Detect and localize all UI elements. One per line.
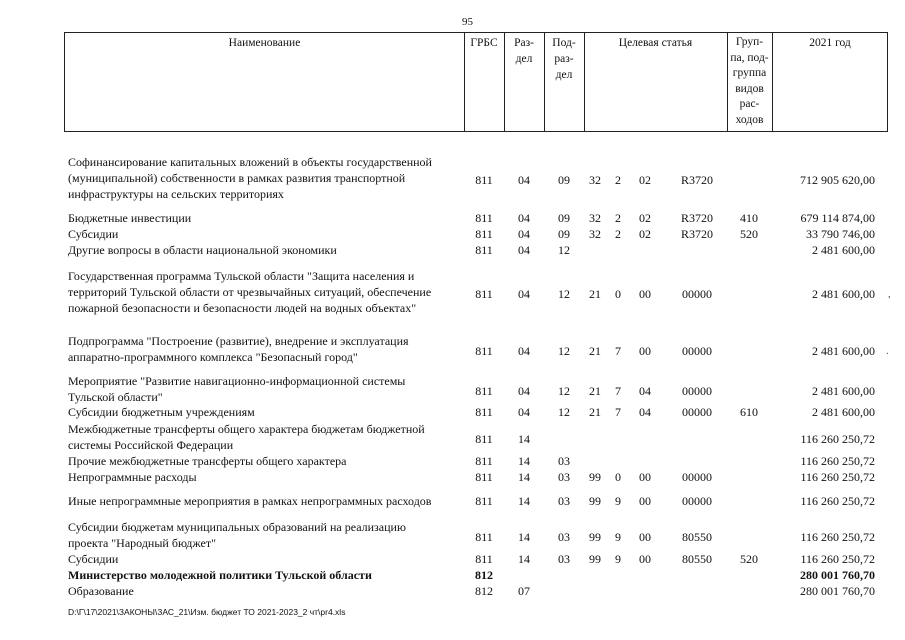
row-grbs: 811 bbox=[475, 287, 493, 301]
scan-mark: , bbox=[888, 288, 891, 300]
row-ts4: 80550 bbox=[682, 530, 712, 544]
row-razdel: 14 bbox=[518, 432, 530, 446]
row-amount: 712 905 620,00 bbox=[800, 173, 875, 187]
row-name: Субсидии bbox=[68, 227, 119, 241]
row-name: Прочие межбюджетные трансферты общего характера bbox=[68, 454, 347, 468]
row-razdel: 14 bbox=[518, 470, 530, 484]
row-grbs: 811 bbox=[475, 454, 493, 468]
header-year: 2021 год bbox=[809, 37, 851, 49]
row-ts4: 00000 bbox=[682, 384, 712, 398]
row-vr: 520 bbox=[740, 227, 758, 241]
row-grbs: 811 bbox=[475, 243, 493, 257]
row-ts4: 00000 bbox=[682, 470, 712, 484]
page-number: 95 bbox=[462, 16, 473, 28]
row-name: Бюджетные инвестиции bbox=[68, 211, 192, 225]
row-podrazdel: 09 bbox=[558, 227, 570, 241]
row-razdel: 04 bbox=[518, 243, 530, 257]
row-ts2: 9 bbox=[615, 530, 621, 544]
row-amount: 116 260 250,72 bbox=[800, 454, 875, 468]
row-ts3: 00 bbox=[639, 287, 651, 301]
row-ts1: 21 bbox=[589, 405, 601, 419]
scan-mark: . bbox=[886, 345, 889, 357]
row-razdel: 07 bbox=[518, 584, 530, 598]
row-name: Софинансирование капитальных вложений в объекты государственной (муниципальной) собственности в рамках развития транспортной инфраструктуры на сельских территориях bbox=[68, 155, 432, 201]
row-razdel: 14 bbox=[518, 454, 530, 468]
row-ts3: 00 bbox=[639, 530, 651, 544]
row-ts1: 32 bbox=[589, 211, 601, 225]
row-podrazdel: 03 bbox=[558, 552, 570, 566]
row-amount: 2 481 600,00 bbox=[812, 405, 875, 419]
row-ts2: 2 bbox=[615, 173, 621, 187]
row-podrazdel: 12 bbox=[558, 344, 570, 358]
row-podrazdel: 12 bbox=[558, 243, 570, 257]
row-ts3: 02 bbox=[639, 211, 651, 225]
row-amount: 2 481 600,00 bbox=[812, 384, 875, 398]
row-ts1: 21 bbox=[589, 344, 601, 358]
row-amount: 280 001 760,70 bbox=[800, 584, 875, 598]
row-podrazdel: 03 bbox=[558, 530, 570, 544]
row-ts1: 21 bbox=[589, 384, 601, 398]
row-razdel: 04 bbox=[518, 384, 530, 398]
row-name: Государственная программа Тульской области "Защита населения и территорий Тульской области от чрезвычайных ситуаций, обеспечение пожарной безопасности и безопасности людей на водных объектах" bbox=[68, 269, 432, 315]
row-ts3: 00 bbox=[639, 344, 651, 358]
row-ts4: R3720 bbox=[680, 173, 713, 187]
row-razdel: 14 bbox=[518, 494, 530, 508]
row-amount: 679 114 874,00 bbox=[800, 211, 875, 225]
file-path: D:\Г\17\2021\ЗАКОНЫ\ЗАС_21\Изм. бюджет ТО 2021-2023_2 чт\pr4.xls bbox=[68, 607, 346, 617]
row-podrazdel: 03 bbox=[558, 454, 570, 468]
row-podrazdel: 12 bbox=[558, 287, 570, 301]
row-grbs: 811 bbox=[475, 432, 493, 446]
row-ts3: 04 bbox=[639, 384, 651, 398]
row-ts3: 02 bbox=[639, 173, 651, 187]
row-grbs: 811 bbox=[475, 494, 493, 508]
row-grbs: 811 bbox=[475, 470, 493, 484]
row-name: Образование bbox=[68, 584, 134, 598]
row-vr: 410 bbox=[740, 211, 758, 225]
row-name: Подпрограмма "Построение (развитие), внедрение и эксплуатация аппаратно-программного комплекса "Безопасный город" bbox=[68, 334, 409, 364]
row-razdel: 04 bbox=[518, 405, 530, 419]
row-grbs: 811 bbox=[475, 384, 493, 398]
row-ts2: 0 bbox=[615, 287, 621, 301]
row-ts2: 7 bbox=[615, 405, 621, 419]
row-razdel: 14 bbox=[518, 530, 530, 544]
row-name: Субсидии bbox=[68, 552, 119, 566]
row-ts4: 00000 bbox=[682, 344, 712, 358]
row-amount: 116 260 250,72 bbox=[800, 552, 875, 566]
header-grbs: ГРБС bbox=[470, 37, 498, 49]
row-ts1: 32 bbox=[589, 227, 601, 241]
row-ts4: R3720 bbox=[680, 227, 713, 241]
row-ts3: 00 bbox=[639, 470, 651, 484]
row-ts1: 21 bbox=[589, 287, 601, 301]
header-gruppa-vidov: Груп- па, под- группа видов рас- ходов bbox=[730, 36, 769, 126]
row-amount: 2 481 600,00 bbox=[812, 243, 875, 257]
row-name: Межбюджетные трансферты общего характера бюджетам бюджетной системы Российской Федерации bbox=[68, 422, 425, 452]
row-name: Другие вопросы в области национальной экономики bbox=[68, 243, 337, 257]
row-ts1: 99 bbox=[589, 470, 601, 484]
row-ts2: 7 bbox=[615, 384, 621, 398]
row-grbs: 811 bbox=[475, 552, 493, 566]
row-razdel: 04 bbox=[518, 344, 530, 358]
row-grbs: 812 bbox=[475, 584, 493, 598]
row-ts4: 00000 bbox=[682, 494, 712, 508]
row-grbs: 811 bbox=[475, 173, 493, 187]
row-podrazdel: 03 bbox=[558, 470, 570, 484]
row-razdel: 04 bbox=[518, 287, 530, 301]
row-name: Субсидии бюджетам муниципальных образований на реализацию проекта "Народный бюджет" bbox=[68, 520, 406, 550]
row-ts2: 9 bbox=[615, 494, 621, 508]
row-name: Иные непрограммные мероприятия в рамках непрограммных расходов bbox=[68, 494, 432, 508]
row-name: Субсидии бюджетным учреждениям bbox=[68, 405, 255, 419]
row-grbs: 811 bbox=[475, 530, 493, 544]
row-ts1: 32 bbox=[589, 173, 601, 187]
row-podrazdel: 03 bbox=[558, 494, 570, 508]
header-podrazdel: Под- раз- дел bbox=[552, 37, 576, 81]
header-name: Наименование bbox=[228, 37, 301, 49]
row-grbs: 811 bbox=[475, 211, 493, 225]
row-amount: 2 481 600,00 bbox=[812, 287, 875, 301]
row-razdel: 14 bbox=[518, 552, 530, 566]
row-ts4: 00000 bbox=[682, 287, 712, 301]
row-ts2: 2 bbox=[615, 227, 621, 241]
row-vr: 520 bbox=[740, 552, 758, 566]
row-name: Министерство молодежной политики Тульской области bbox=[68, 568, 372, 582]
row-podrazdel: 09 bbox=[558, 173, 570, 187]
row-amount: 116 260 250,72 bbox=[800, 494, 875, 508]
row-grbs: 811 bbox=[475, 405, 493, 419]
row-razdel: 04 bbox=[518, 173, 530, 187]
row-razdel: 04 bbox=[518, 227, 530, 241]
row-ts1: 99 bbox=[589, 530, 601, 544]
header-tselevaya-statya: Целевая статья bbox=[618, 37, 693, 49]
row-podrazdel: 12 bbox=[558, 384, 570, 398]
row-ts2: 0 bbox=[615, 470, 621, 484]
row-ts1: 99 bbox=[589, 494, 601, 508]
header-razdel: Раз- дел bbox=[514, 37, 534, 65]
row-grbs: 811 bbox=[475, 344, 493, 358]
row-grbs: 812 bbox=[475, 568, 493, 582]
row-ts3: 02 bbox=[639, 227, 651, 241]
row-name: Мероприятие "Развитие навигационно-информационной системы Тульской области" bbox=[68, 374, 406, 404]
row-vr: 610 bbox=[740, 405, 758, 419]
row-amount: 116 260 250,72 bbox=[800, 432, 875, 446]
row-grbs: 811 bbox=[475, 227, 493, 241]
row-ts3: 00 bbox=[639, 494, 651, 508]
row-amount: 116 260 250,72 bbox=[800, 530, 875, 544]
row-ts4: 80550 bbox=[682, 552, 712, 566]
row-ts3: 04 bbox=[639, 405, 651, 419]
row-ts2: 2 bbox=[615, 211, 621, 225]
row-razdel: 04 bbox=[518, 211, 530, 225]
row-ts2: 7 bbox=[615, 344, 621, 358]
row-ts3: 00 bbox=[639, 552, 651, 566]
row-ts4: 00000 bbox=[682, 405, 712, 419]
row-amount: 116 260 250,72 bbox=[800, 470, 875, 484]
row-ts1: 99 bbox=[589, 552, 601, 566]
row-podrazdel: 12 bbox=[558, 405, 570, 419]
row-amount: 33 790 746,00 bbox=[806, 227, 875, 241]
row-ts4: R3720 bbox=[680, 211, 713, 225]
row-podrazdel: 09 bbox=[558, 211, 570, 225]
row-name: Непрограммные расходы bbox=[68, 470, 197, 484]
row-amount: 2 481 600,00 bbox=[812, 344, 875, 358]
row-amount: 280 001 760,70 bbox=[800, 568, 875, 582]
row-ts2: 9 bbox=[615, 552, 621, 566]
